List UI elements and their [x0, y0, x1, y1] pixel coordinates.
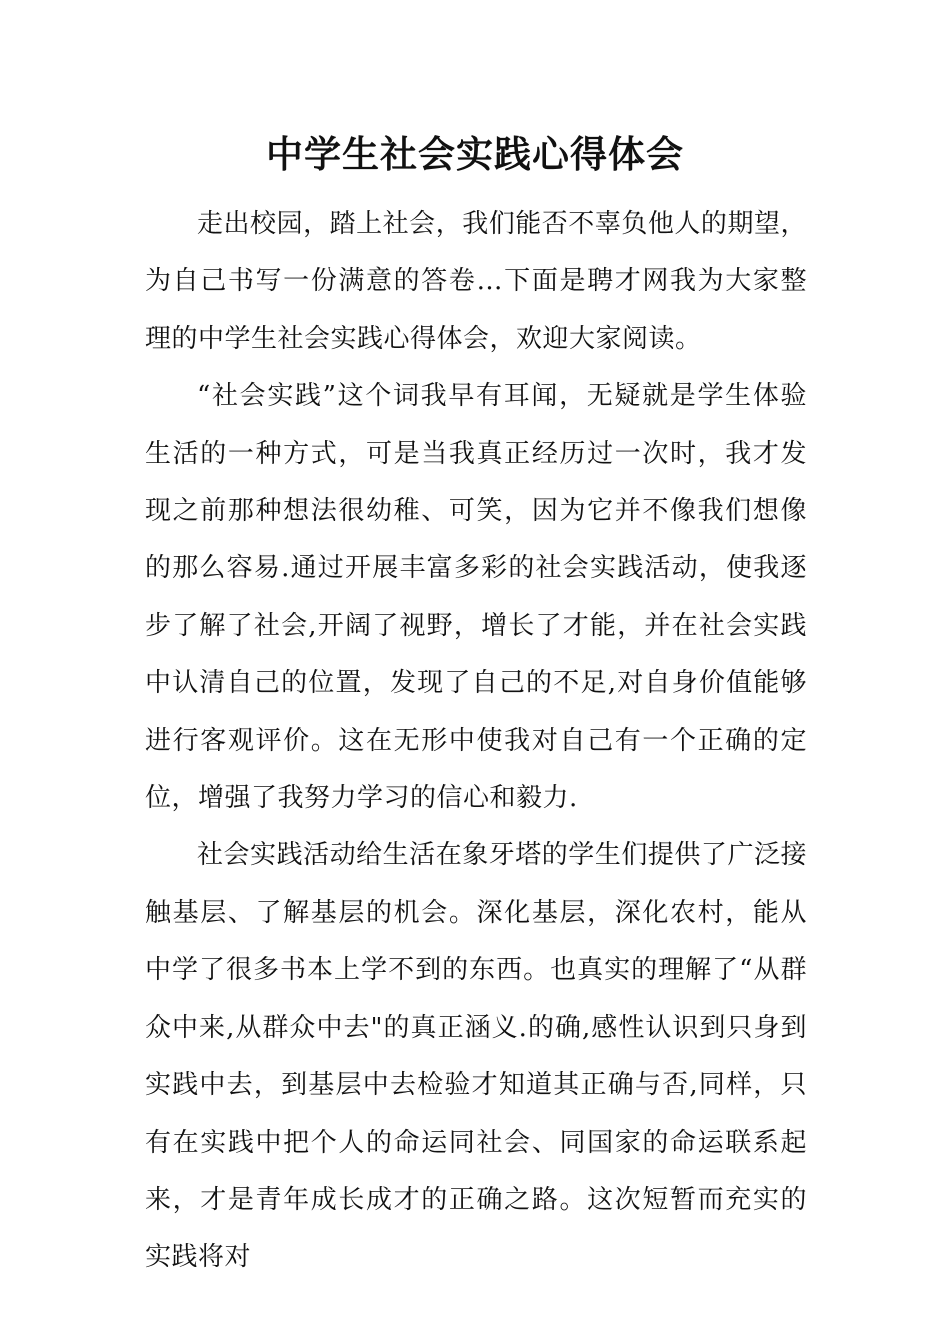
document-title: 中学生社会实践心得体会 — [266, 132, 684, 176]
document-body — [145, 196, 807, 1287]
paragraph-grassroots: 社会实践活动给生活在象牙塔的学生们提供了广泛接触基层、了解基层的机会。深化基层，深化农村，能从中学了很多书本上学不到的东西。也真实的理解了“从群众中来,从群众中去"的真正涵义.的确,感性认识到只身到实践中去，到基层中去检验才知道其正确与否,同样，只有在实践中把个人的命运同社会、同国家的命运联系起来，才是青年成长成才的正确之路。这次短暂而充实的实践将对 — [145, 840, 807, 1273]
paragraph-intro: 走出校园，踏上社会，我们能否不辜负他人的期望，为自己书写一份满意的答卷…下面是聘才网我为大家整理的中学生社会实践心得体会，欢迎大家阅读。 — [145, 209, 807, 354]
paragraph-social-practice: “社会实践”这个词我早有耳闻，无疑就是学生体验生活的一种方式，可是当我真正经历过一次时，我才发现之前那种想法很幼稚、可笑，因为它并不像我们想像的那么容易.通过开展丰富多彩的社会实践活动，使我逐步了解了社会,开阔了视野，增长了才能，并在社会实践中认清自己的位置，发现了自己的不足,对自身价值能够进行客观评价。这在无形中使我对自己有一个正确的定位，增强了我努力学习的信心和毅力. — [145, 381, 807, 814]
